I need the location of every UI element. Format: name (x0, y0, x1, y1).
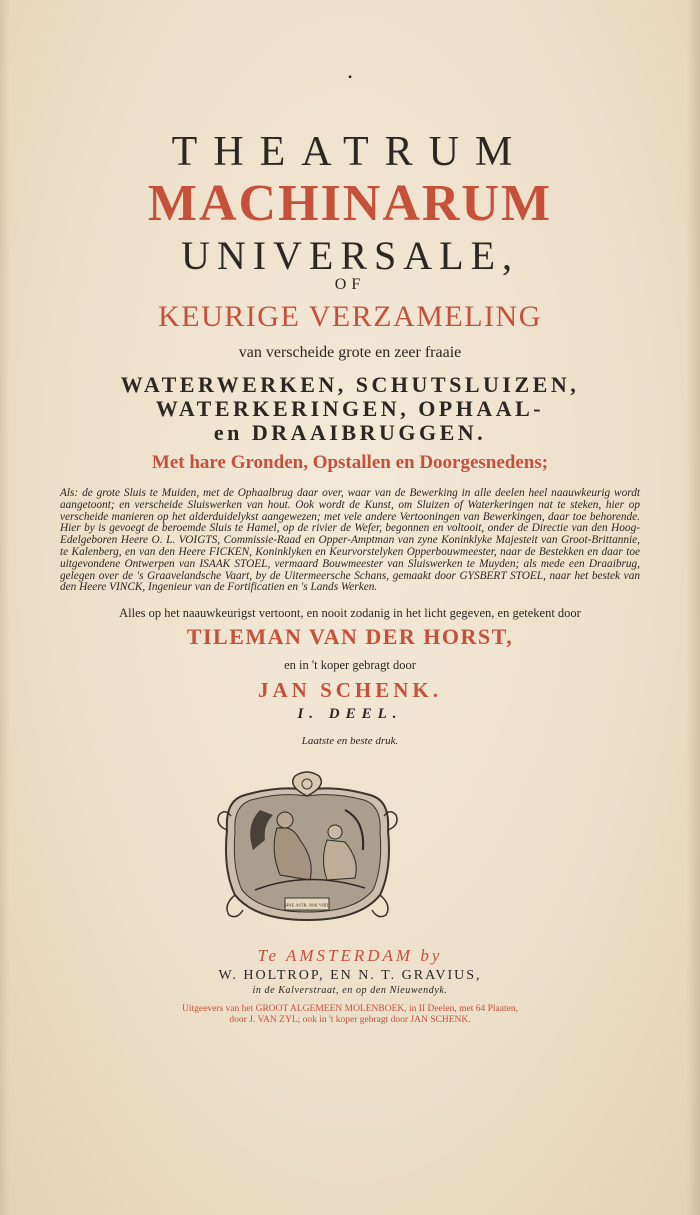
imprint-city: Te AMSTERDAM by (257, 946, 443, 965)
works-line-2: WATERKERINGEN, OPHAAL- (155, 396, 545, 421)
engraver-name: JAN SCHENK. (257, 678, 443, 702)
description-paragraph: Als: de grote Sluis te Muiden, met de Ophaalbrug daar over, waar van de Bewerking in alle deelen heel naauwkeurig wordt aangetoont; en verscheide Sluiswerken van hout. Ook wordt de Kunst, om Sluizen of Waterkeringen nat te steken, hier op verscheide manieren op het alderduidelykst aangewezen; met vele andere Vertooningen van Bewerkingen, daar toe behorende. Hier by is gevoegt de beroemde Sluis te Hamel, op de rivier de Wefer, begonnen en voltooit, onder de Directie van den Hoog-Edelgeboren Heere O. L. VOIGTS, Commissie-Raad en Opper-Amptman van zyne Koninklyke Majesteit van Groot-Brittannie, te Kalenberg, en van den Heere FICKEN, Koninklyken en Keurvorstelyken Opperbouwmeester, naar de Bestekken en daar toe uitgevondene Ontwerpen van ISAAK STOEL, vermaard Bouwmeester van Sluiswerken te Muyden; als mede een Draaibrug, gelegen over de 's Graavelandsche Vaart, by de Uitermeersche Schans, gemaakt door GYSBERT STOEL, naar het bestek van den Heere VINCK, Ingenieur van de Fortificatien en 's Lands Werken. (60, 487, 640, 594)
works-line-3: en DRAAIBRUGGEN. (213, 420, 487, 445)
footer-line-1: Uitgeevers van het GROOT ALGEMEEN MOLENBOEK, in II Deelen, met 64 Plaaten, (182, 1004, 518, 1014)
footer-line-2: door J. VAN ZYL; ook in 't koper gebragt door JAN SCHENK. (229, 1015, 471, 1025)
publishers: W. HOLTROP, EN N. T. GRAVIUS, (218, 968, 482, 983)
edition-label: Laatste en beste druk. (301, 735, 399, 747)
title-line-theatrum: THEATRUM (171, 129, 529, 175)
engraved-vignette (215, 770, 400, 930)
author-name: TILEMAN VAN DER HORST, (186, 624, 514, 649)
works-line-1: WATERWERKEN, SCHUTSLUIZEN, (120, 372, 580, 397)
subtitle: KEURIGE VERZAMELING (158, 300, 542, 333)
shown-line: Alles op het naauwkeurigst vertoont, en nooit zodanig in het licht gegeven, en getekent door (119, 606, 581, 620)
red-tagline: Met hare Gronden, Opstallen en Doorgesnedens; (151, 452, 549, 473)
volume-label: I. DEEL. (297, 706, 403, 722)
title-of: OF (334, 276, 366, 293)
page-marker: ▪ (348, 72, 352, 83)
vignette-banner: SINE ASTR. NISI VIRT. (284, 902, 330, 908)
subtitle-small: van verscheide grote en zeer fraaie (238, 344, 462, 361)
publishers-address: in de Kalverstraat, en op den Nieuwendyk. (252, 985, 448, 996)
title-line-universale: UNIVERSALE, (180, 233, 520, 278)
engraved-line: en in 't koper gebragt door (284, 658, 416, 672)
title-line-machinarum: MACHINARUM (147, 175, 553, 232)
